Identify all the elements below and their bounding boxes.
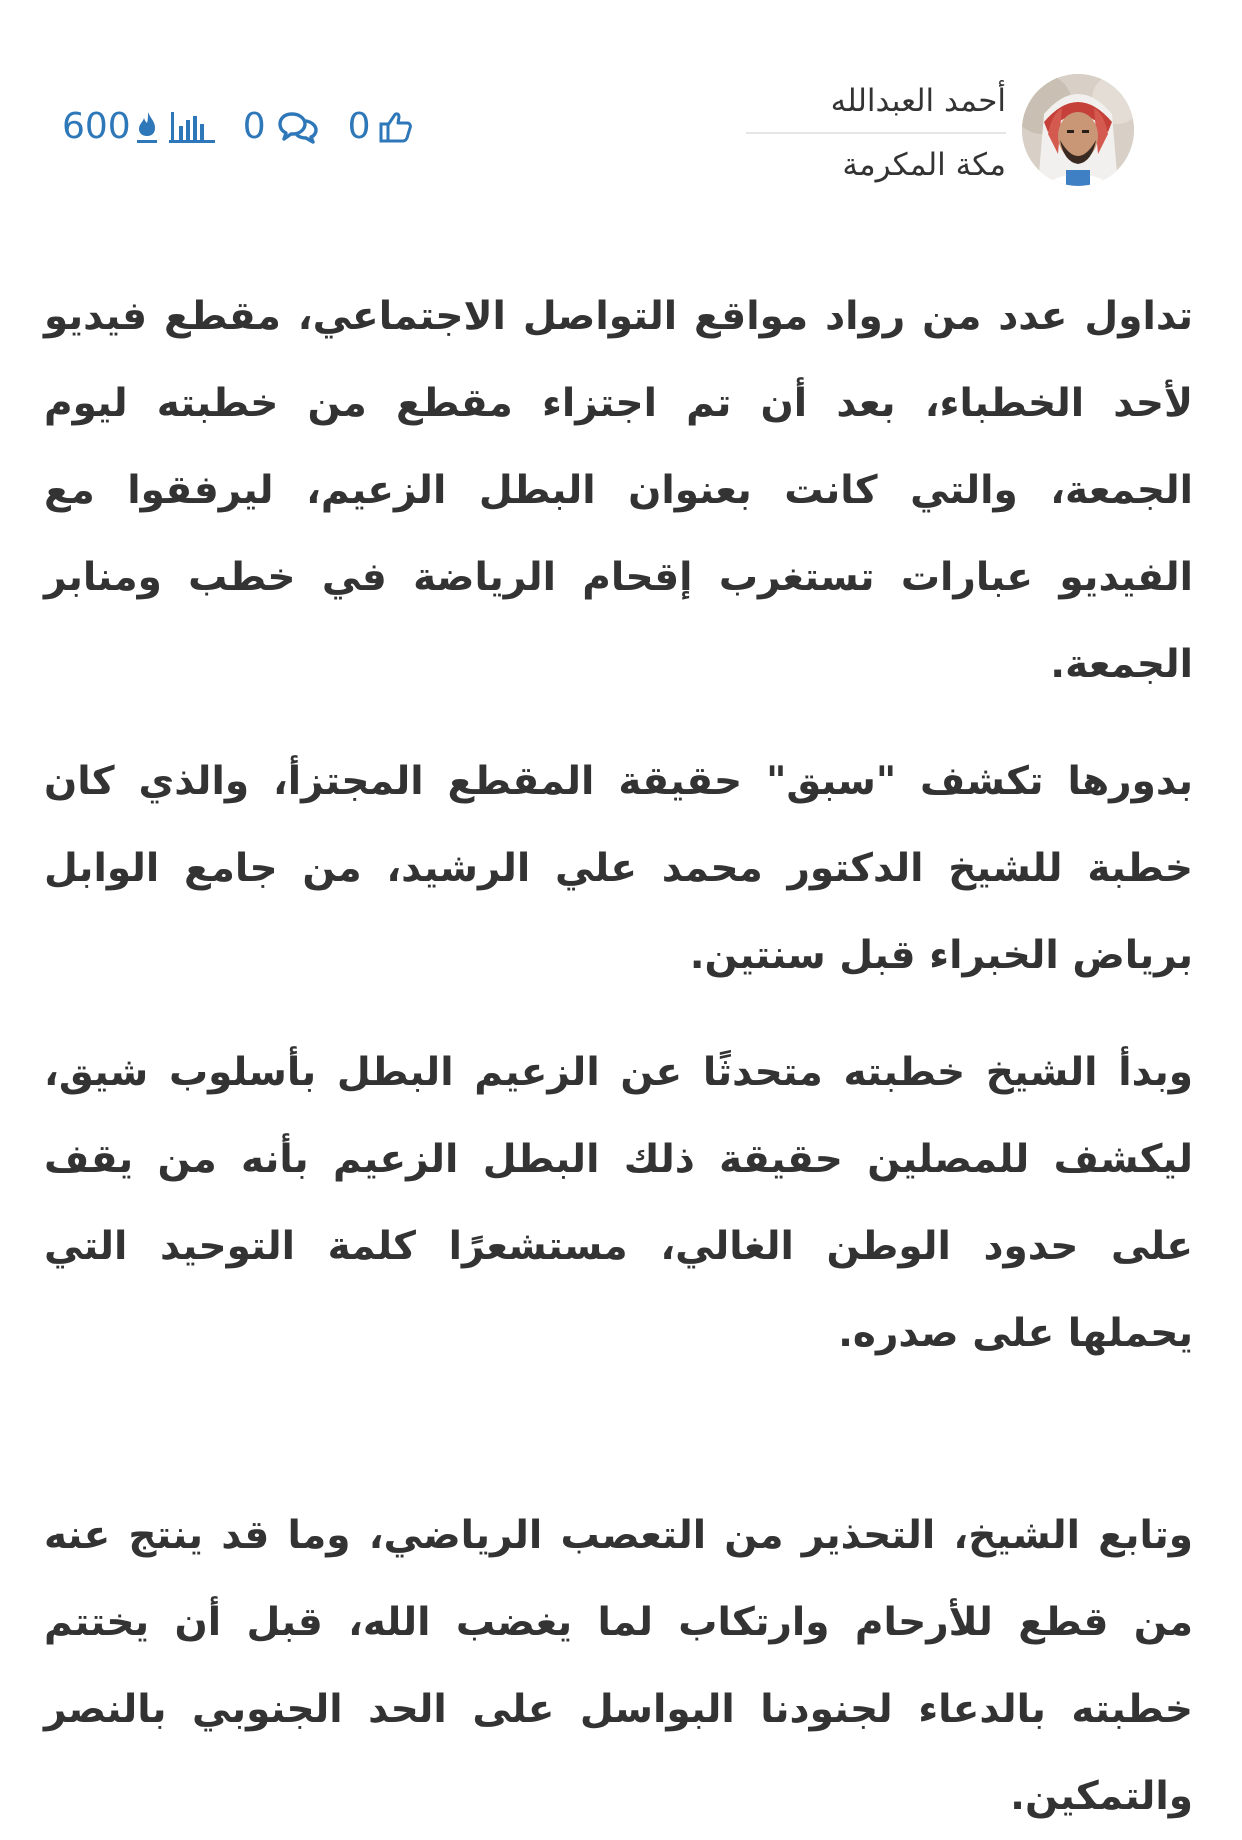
comments-stat[interactable]: [243, 102, 318, 152]
likes-stat[interactable]: [348, 102, 413, 152]
author-block[interactable]: [754, 70, 1134, 190]
comments-count: 0: [242, 106, 266, 147]
article-body: [44, 273, 1193, 1840]
likes-count: 0: [347, 106, 371, 147]
author-location: مكة المكرمة: [842, 147, 1006, 183]
article-paragraph: وبدأ الشيخ خطبته متحدثًا عن الزعيم البطل بأسلوب شيق، ليكشف للمصلين حقيقة ذلك البطل الزعيم بأنه من يقف على حدود الوطن الغالي، مستشعرًا كلمة التوحيد التي يحملها على صدره.: [44, 1050, 1193, 1356]
author-info: [746, 70, 1006, 190]
speech-bubbles-icon[interactable]: [278, 110, 318, 144]
flame-icon: [137, 110, 157, 144]
author-avatar[interactable]: [1022, 74, 1134, 186]
article-paragraph: وتابع الشيخ، التحذير من التعصب الرياضي، وما قد ينتج عنه من قطع للأرحام وارتكاب لما يغضب الله، قبل أن يختتم خطبته بالدعاء لجنودنا البواسل على الحد الجنوبي بالنصر والتمكين.: [44, 1513, 1193, 1819]
author-name[interactable]: أحمد العبدالله: [830, 83, 1006, 119]
views-stat: [62, 102, 215, 152]
article-header: [0, 0, 1242, 210]
article-stats: [62, 102, 413, 152]
article-paragraph: تداول عدد من رواد مواقع التواصل الاجتماعي، مقطع فيديو لأحد الخطباء، بعد أن تم اجتزاء مقطع من خطبته ليوم الجمعة، والتي كانت بعنوان البطل الزعيم، ليرفقوا مع الفيديو عبارات تستغرب إقحام الرياضة في خطب ومنابر الجمعة.: [44, 294, 1193, 687]
thumbs-up-icon[interactable]: [379, 110, 413, 144]
bar-chart-icon: [169, 110, 215, 144]
views-count: 600: [62, 106, 131, 147]
article-paragraph: بدورها تكشف "سبق" حقيقة المقطع المجتزأ، والذي كان خطبة للشيخ الدكتور محمد علي الرشيد، من جامع الوابل برياض الخبراء قبل سنتين.: [44, 759, 1193, 978]
avatar-photo: [1022, 74, 1134, 186]
